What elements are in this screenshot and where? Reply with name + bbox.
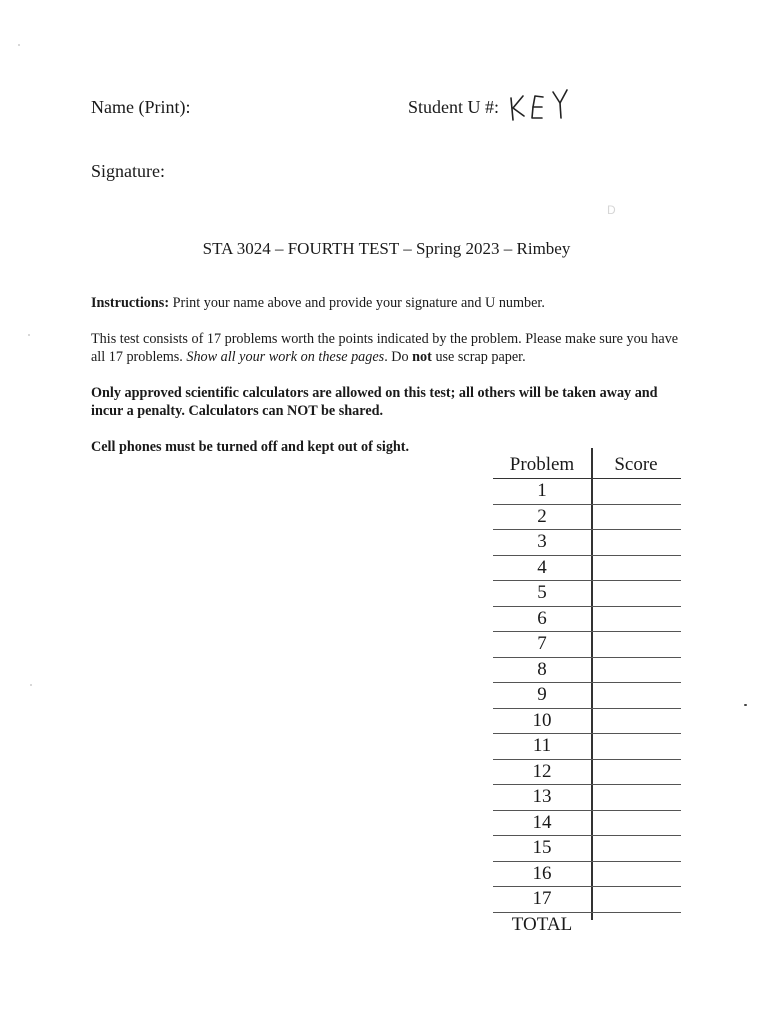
problem-number: 1 bbox=[537, 480, 547, 501]
score-cell bbox=[592, 887, 681, 912]
table-row bbox=[493, 530, 681, 556]
not-text: not bbox=[412, 349, 432, 365]
show-work-text: Show all your work on these pages bbox=[186, 349, 385, 365]
problem-number: 13 bbox=[532, 786, 552, 807]
problem-number: 6 bbox=[537, 607, 547, 629]
score-table-header bbox=[493, 452, 681, 479]
score-table bbox=[493, 452, 681, 937]
test-info-text-3: use scrap paper. bbox=[431, 349, 526, 365]
score-cell bbox=[592, 556, 681, 581]
problem-number: 11 bbox=[532, 735, 552, 756]
instructions-lead: Instructions: bbox=[91, 295, 170, 311]
faint-mark: D bbox=[607, 203, 616, 217]
score-cell bbox=[592, 530, 681, 555]
problem-number: 9 bbox=[537, 684, 547, 705]
problem-number: 15 bbox=[532, 837, 552, 858]
name-print-label: Name (Print): bbox=[91, 97, 191, 117]
score-cell bbox=[592, 607, 681, 632]
table-row bbox=[493, 785, 681, 811]
score-cell bbox=[592, 632, 681, 657]
stray-speck bbox=[30, 684, 32, 686]
table-row bbox=[493, 632, 681, 658]
table-row bbox=[493, 505, 681, 531]
problem-number: 4 bbox=[537, 556, 547, 578]
problem-number: 10 bbox=[532, 709, 552, 731]
stray-mark bbox=[744, 704, 747, 706]
table-row bbox=[493, 658, 681, 684]
score-cell bbox=[592, 709, 681, 734]
student-u-number-label: Student U #: bbox=[408, 97, 500, 117]
signature-label: Signature: bbox=[91, 161, 165, 181]
table-row bbox=[493, 556, 681, 582]
score-cell bbox=[592, 505, 681, 530]
score-cell bbox=[592, 734, 681, 759]
test-info-paragraph bbox=[91, 330, 691, 366]
score-cell bbox=[592, 683, 681, 708]
problem-number: 8 bbox=[537, 658, 547, 680]
problem-number: 7 bbox=[537, 633, 547, 654]
table-row bbox=[493, 709, 681, 735]
score-cell bbox=[592, 479, 681, 504]
instructions-text: Print your name above and provide your signature and U number. bbox=[169, 295, 545, 311]
table-row bbox=[493, 479, 681, 505]
page-title: STA 3024 – FOURTH TEST – Spring 2023 – Rimbey bbox=[202, 239, 571, 258]
table-row bbox=[493, 887, 681, 913]
table-row bbox=[493, 811, 681, 837]
score-cell bbox=[592, 760, 681, 785]
score-header: Score bbox=[614, 454, 658, 475]
problem-number: 3 bbox=[537, 531, 547, 552]
table-row bbox=[493, 607, 681, 633]
problem-number: 12 bbox=[532, 760, 552, 782]
problem-number: 17 bbox=[532, 888, 552, 909]
score-cell bbox=[592, 658, 681, 683]
problem-number: 2 bbox=[537, 505, 547, 527]
student-u-number-value bbox=[507, 86, 575, 126]
problem-number: 14 bbox=[532, 811, 552, 833]
score-cell bbox=[592, 811, 681, 836]
table-row bbox=[493, 760, 681, 786]
problem-number: TOTAL bbox=[511, 913, 573, 935]
test-info-text: This test consists of 17 problems worth the points indicated by the problem. Please make sure you have all 17 problems. bbox=[91, 331, 679, 365]
table-row bbox=[493, 836, 681, 862]
problem-number: 16 bbox=[532, 862, 552, 884]
score-cell bbox=[592, 581, 681, 606]
table-row bbox=[493, 683, 681, 709]
score-cell bbox=[592, 836, 681, 861]
phone-policy: Cell phones must be turned off and kept out of sight. bbox=[91, 439, 410, 455]
table-row bbox=[493, 581, 681, 607]
stray-speck bbox=[28, 334, 30, 336]
score-cell bbox=[592, 785, 681, 810]
problem-number: 5 bbox=[537, 582, 547, 603]
problem-header: Problem bbox=[509, 454, 575, 475]
test-info-text-2: . Do bbox=[384, 349, 413, 365]
instructions-paragraph bbox=[91, 294, 691, 312]
stray-speck bbox=[18, 44, 20, 46]
calculator-policy: Only approved scientific calculators are allowed on this test; all others will be taken away and incur a penalty. Calculators can NOT be shared. bbox=[91, 385, 658, 419]
total-row bbox=[493, 913, 681, 938]
table-row bbox=[493, 734, 681, 760]
table-row bbox=[493, 862, 681, 888]
score-cell bbox=[592, 862, 681, 887]
score-cell bbox=[592, 913, 681, 938]
